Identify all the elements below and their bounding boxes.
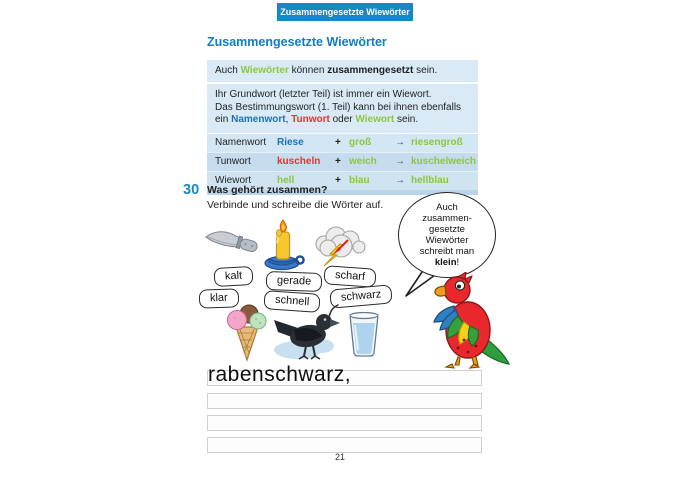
exercise-question: Was gehört zusammen? [207, 184, 328, 196]
arrow-icon: → [395, 137, 405, 148]
explanation-line: ein Namenwort, Tunwort oder Wiewort sein. [215, 114, 419, 125]
word-chip-kalt[interactable]: kalt [214, 266, 254, 287]
chapter-tab-label: Zusammengesetzte Wiewörter [280, 7, 410, 17]
storm-cloud-icon [310, 224, 366, 268]
writing-line-4[interactable] [207, 437, 482, 453]
arrow-icon: → [395, 175, 405, 186]
page-title: Zusammengesetzte Wiewörter [207, 35, 387, 49]
exercise-instruction: Verbinde und schreibe die Wörter auf. [207, 199, 384, 211]
grammar-info-box [207, 60, 478, 195]
explanation-paragraph [207, 84, 478, 133]
answer-text: rabenschwarz, [208, 363, 352, 386]
word-chip-scharf[interactable]: scharf [323, 265, 376, 288]
rule-text: sein. [413, 65, 438, 76]
namenwort-word: Namenwort [231, 114, 286, 125]
rule-text: Auch [215, 65, 241, 76]
parrot-icon [424, 272, 512, 372]
writing-line-3[interactable] [207, 415, 482, 431]
word-chip-schnell[interactable]: schnell [263, 290, 320, 313]
word-chip-klar[interactable]: klar [199, 288, 239, 308]
water-glass-icon [346, 312, 382, 358]
wiewort-word: Wiewort [355, 114, 395, 125]
speech-bubble: Auch zusammen- gesetzte Wiewörter schreibt man klein! [398, 192, 496, 278]
rule-wieworter: Wiewörter [240, 65, 289, 76]
explanation-line: Ihr Grundwort (letzter Teil) ist immer ein Wiewort. [215, 89, 432, 100]
rule-zusammengesetzt: zusammengesetzt [327, 65, 414, 76]
table-row: Namenwort Riese + groß → riesengroß [207, 134, 478, 152]
chapter-tab [277, 3, 413, 21]
rule-text: können [288, 65, 328, 76]
table-row: Wiewort hell + blau → hellblau [207, 172, 478, 190]
tunwort-word: Tunwort [291, 114, 330, 125]
table-row: Tunwort kuscheln + weich → kuschelweich [207, 152, 478, 172]
page-number: 21 [334, 452, 345, 462]
raven-icon [272, 310, 340, 364]
ice-cream-icon [224, 303, 270, 363]
exercise-number: 30 [183, 182, 200, 198]
arrow-icon: → [395, 156, 405, 167]
explanation-line: Das Bestimmungswort (1. Teil) kann bei ihnen ebenfalls [215, 101, 462, 113]
rule-sentence [207, 60, 478, 82]
knife-icon [202, 226, 258, 268]
candle-icon [258, 218, 306, 272]
writing-line-2[interactable] [207, 393, 482, 409]
word-chip-schwarz[interactable]: schwarz [329, 284, 393, 308]
word-chip-gerade[interactable]: gerade [266, 271, 323, 292]
